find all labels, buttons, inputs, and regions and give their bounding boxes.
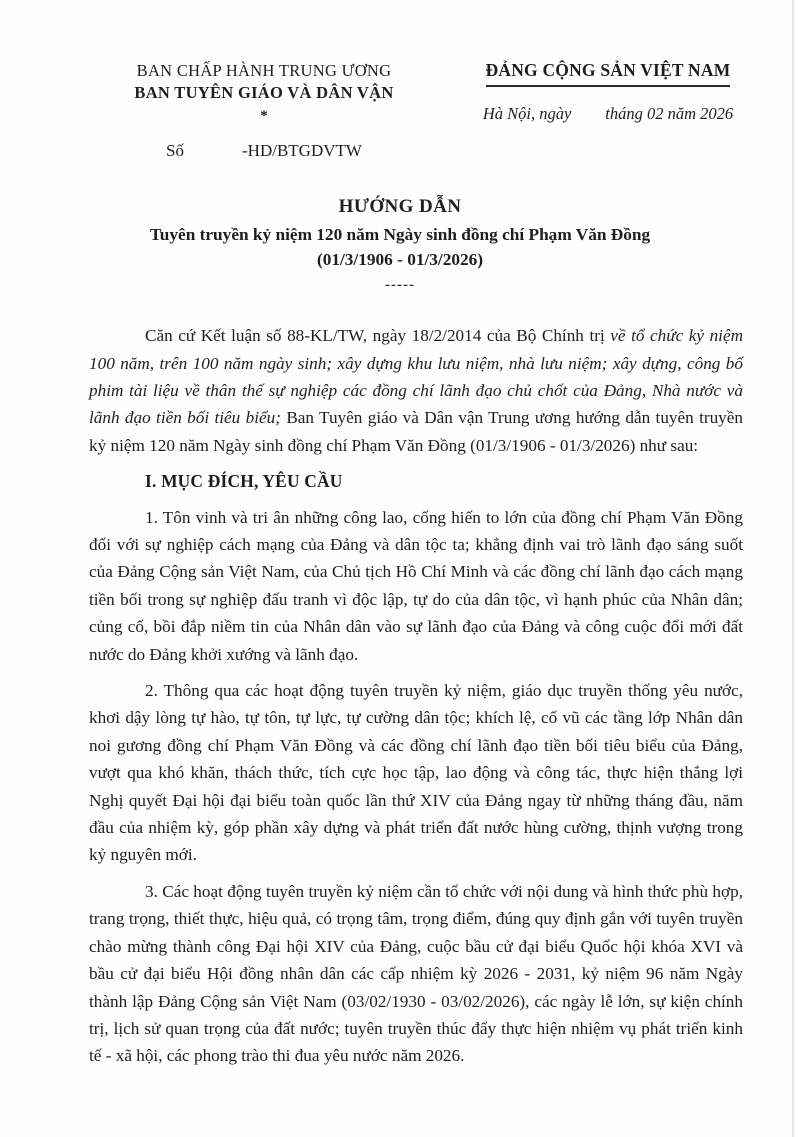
document-title-block <box>0 193 800 297</box>
intro-tail-text: Ban Tuyên giáo và Dân vận Trung ương hướng dẫn tuyên truyền kỷ niệm 120 năm Ngày sinh đồng chí Phạm Văn Đồng (01/3/1906 - 01/3/2026) như sau: <box>89 408 743 455</box>
intro-lead-text: Căn cứ Kết luận số 88-KL/TW, ngày 18/2/2014 của Bộ Chính trị <box>145 326 611 346</box>
title-separator-dashes: ----- <box>385 277 415 294</box>
document-subject-title: Tuyên truyền kỷ niệm 120 năm Ngày sinh đồng chí Phạm Văn Đồng <box>149 225 651 245</box>
place-date-line <box>438 104 778 124</box>
numbered-paragraph-1: 1. Tôn vinh và tri ân những công lao, cống hiến to lớn của đồng chí Phạm Văn Đồng đối với sự nghiệp cách mạng của Đảng và dân tộc ta; khẳng định vai trò lãnh đạo sáng suốt của Đảng Cộng sản Việt Nam, của Chủ tịch Hồ Chí Minh và các đồng chí lãnh đạo cách mạng tiền bối trong sự nghiệp đấu tranh vì độc lập, tự do của dân tộc, vì hạnh phúc của Nhân dân; củng cố, bồi đắp niềm tin của Nhân dân vào sự lãnh đạo của Đảng và công cuộc đổi mới đất nước do Đảng khởi xướng và lãnh đạo. <box>89 507 743 664</box>
document-number-label: Số <box>166 140 185 160</box>
numbered-paragraph-3: 3. Các hoạt động tuyên truyền kỷ niệm cần tổ chức với nội dung và hình thức phù hợp, trang trọng, thiết thực, hiệu quả, có trọng tâm, trọng điểm, đúng quy định gắn với tuyên truyền chào mừng thành công Đại hội XIV của Đảng, cuộc bầu cử đại biểu Quốc hội khóa XVI và bầu cử đại biểu Hội đồng nhân dân các cấp nhiệm kỳ 2026 - 2031, kỷ niệm 96 năm Ngày thành lập Đảng Cộng sản Việt Nam (03/02/1930 - 03/02/2026), các ngày lễ lớn, sự kiện chính trị, lịch sử quan trọng của đất nước; tuyên truyền thúc đẩy thực hiện nhiệm vụ phát triển kinh tế - xã hội, các phong trào thi đua yêu nước năm 2026. <box>89 881 743 1066</box>
issuing-org-block <box>96 60 432 163</box>
section-1-heading: I. MỤC ĐÍCH, YÊU CẦU <box>145 471 343 492</box>
letterhead <box>0 0 800 163</box>
intro-paragraph <box>89 322 743 459</box>
org-parent-name: BAN CHẤP HÀNH TRUNG ƯƠNG <box>136 61 392 80</box>
date-value: tháng 02 năm 2026 <box>605 104 734 123</box>
document-type-title: HƯỚNG DẪN <box>338 195 462 217</box>
numbered-paragraph-2: 2. Thông qua các hoạt động tuyên truyền kỷ niệm, giáo dục truyền thống yêu nước, khơi dậy lòng tự hào, tự tôn, tự lực, tự cường dân tộc; khích lệ, cổ vũ các tầng lớp Nhân dân noi gương đồng chí Phạm Văn Đồng và các đồng chí lãnh đạo tiền bối tiêu biểu của Đảng, vượt qua khó khăn, thách thức, tích cực học tập, lao động và công tác, thực hiện thắng lợi Nghị quyết Đại hội đại biểu toàn quốc lần thứ XIV của Đảng ngay từ những tháng đầu, năm đầu của nhiệm kỳ, góp phần xây dựng và phát triển đất nước hùng cường, thịnh vượng trong kỷ nguyên mới. <box>89 681 743 865</box>
org-separator-star: * <box>260 107 268 124</box>
document-number-line <box>96 140 432 163</box>
issuing-authority-name: BAN TUYÊN GIÁO VÀ DÂN VẬN <box>134 83 394 103</box>
intro-citation-italic: về tổ chức kỷ niệm 100 năm, trên 100 năm ngày sinh; xây dựng khu lưu niệm, nhà lưu niệm; xây dựng, công bố phim tài liệu về thân thế sự nghiệp các đồng chí lãnh đạo chủ chốt của Đảng, Nhà nước và lãnh đạo tiền bối tiêu biểu; <box>89 326 743 428</box>
document-body <box>89 322 743 1070</box>
place-label: Hà Nội, ngày <box>482 104 572 123</box>
scan-edge-artifact <box>792 0 794 1137</box>
document-number-value: -HD/BTGDVTW <box>242 140 362 160</box>
national-header-block <box>438 60 778 163</box>
anniversary-date-range: (01/3/1906 - 01/3/2026) <box>316 250 484 270</box>
party-name-heading: ĐẢNG CỘNG SẢN VIỆT NAM <box>486 60 731 87</box>
